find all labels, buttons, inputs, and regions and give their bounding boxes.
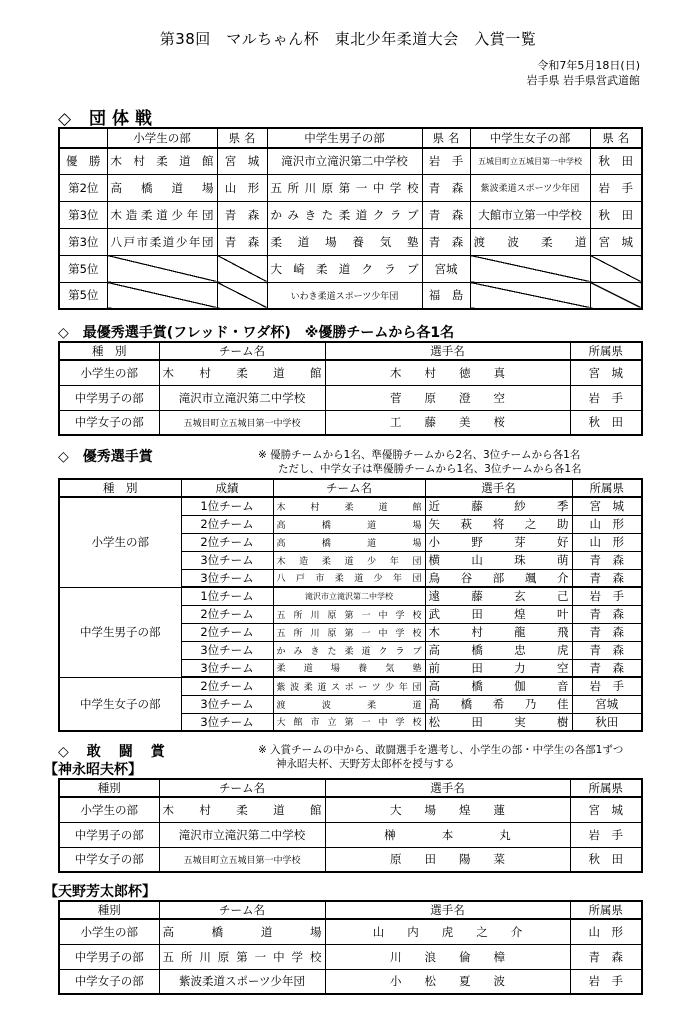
team-name: 高橋道場 — [273, 515, 425, 533]
team-name: 滝沢市立滝沢第二中学校 — [273, 587, 425, 605]
junior-boys-team: いわき柔道スポーツ少年団 — [267, 282, 422, 309]
grade: 2位チーム — [181, 623, 273, 641]
grade: 3位チーム — [181, 659, 273, 677]
excellent-row — [59, 497, 642, 515]
elementary-team: 高橋道場 — [107, 174, 217, 201]
prefecture: 青 森 — [572, 659, 642, 677]
rank: 第2位 — [59, 174, 107, 201]
player-name: 工 藤 美 桜 — [325, 410, 570, 435]
kaminaga-row — [59, 822, 642, 847]
col-category: 種 別 — [59, 479, 181, 497]
team-name: 大館市立第一中学校 — [273, 713, 425, 731]
team-col-junior-girls: 中学生女子の部 — [470, 128, 590, 148]
prefecture: 青 森 — [572, 569, 642, 587]
col-team: チーム名 — [159, 342, 325, 360]
kaminaga-row — [59, 847, 642, 872]
grade: 3位チーム — [181, 551, 273, 569]
team-name: 木村柔道館 — [159, 797, 325, 822]
prefecture: 秋田 — [572, 713, 642, 731]
rank: 第3位 — [59, 201, 107, 228]
team-name: 紫波柔道スポーツ少年団 — [159, 969, 325, 994]
grade: 2位チーム — [181, 515, 273, 533]
col-category: 種 別 — [59, 342, 159, 360]
player-name: 高 橋 忠 虎 — [425, 641, 572, 659]
excellent-note-2: ただし、中学女子は準優勝チームから1名、3位チームから各1名 — [278, 463, 582, 475]
amano-row — [59, 969, 642, 994]
prefecture: 秋 田 — [570, 847, 642, 872]
rank: 優 勝 — [59, 148, 107, 174]
fighting-note-1: ※ 入賞チームの中から、敢闘選手を選考し、小学生の部・中学生の各部1ずつ — [258, 744, 624, 756]
team-name: 五所川原第一中学校 — [159, 944, 325, 969]
excellent-note-1: ※ 優勝チームから1名、準優勝チームから2名、3位チームから各1名 — [258, 449, 581, 461]
elementary-team: 木造柔道少年団 — [107, 201, 217, 228]
junior-girls-team: 紫波柔道スポーツ少年団 — [470, 174, 590, 201]
mvp-heading: ◇ 最優秀選手賞(フレッド・ワダ杯) ※優勝チームから各1名 — [58, 325, 455, 341]
category: 中学生男子の部 — [59, 587, 181, 677]
grade: 3位チーム — [181, 641, 273, 659]
team-name: 木村柔道館 — [159, 360, 325, 385]
team-name: 高橋道場 — [273, 533, 425, 551]
team-name: 五所川原第一中学校 — [273, 605, 425, 623]
fighting-heading: ◇ 敢 闘 賞 — [58, 744, 167, 760]
elementary-team: 木村柔道館 — [107, 148, 217, 174]
player-name: 高 橋 伽 音 — [425, 677, 572, 695]
prefecture: 青 森 — [572, 605, 642, 623]
junior-girls-pref-empty — [590, 255, 642, 282]
junior-girls-pref: 宮 城 — [590, 228, 642, 255]
category: 中学女子の部 — [59, 847, 159, 872]
player-name: 前 田 力 空 — [425, 659, 572, 677]
player-name: 鳥 谷 部 颯 介 — [425, 569, 572, 587]
junior-girls-pref: 秋 田 — [590, 148, 642, 174]
amano-row — [59, 919, 642, 944]
col-category: 種別 — [59, 779, 159, 797]
junior-boys-team: 滝沢市立滝沢第二中学校 — [267, 148, 422, 174]
rank: 第5位 — [59, 282, 107, 309]
elementary-pref: 宮 城 — [217, 148, 267, 174]
category: 中学男子の部 — [59, 385, 159, 410]
col-pref: 所属県 — [570, 779, 642, 797]
team-col-junior-boys: 中学生男子の部 — [267, 128, 422, 148]
junior-boys-pref: 青 森 — [422, 174, 470, 201]
team-name: 渡波柔道 — [273, 695, 425, 713]
prefecture: 岩 手 — [572, 587, 642, 605]
grade: 3位チーム — [181, 695, 273, 713]
grade: 2位チーム — [181, 533, 273, 551]
player-name: 矢 萩 将 之 助 — [425, 515, 572, 533]
category: 小学生の部 — [59, 497, 181, 587]
player-name: 木 村 徳 真 — [325, 360, 570, 385]
mvp-row — [59, 360, 642, 385]
page-title: 第38回 マルちゃん杯 東北少年柔道大会 入賞一覧 — [159, 30, 537, 48]
player-name: 山 内 虎 之 介 — [325, 919, 570, 944]
grade: 2位チーム — [181, 605, 273, 623]
elementary-pref-empty — [217, 282, 267, 309]
col-pref: 所属県 — [572, 479, 642, 497]
player-name: 遠 藤 玄 己 — [425, 587, 572, 605]
junior-boys-team: 柔道場養気塾 — [267, 228, 422, 255]
junior-boys-pref: 宮城 — [422, 255, 470, 282]
elementary-pref: 青 森 — [217, 228, 267, 255]
col-player: 選手名 — [325, 901, 570, 919]
prefecture: 山 形 — [570, 919, 642, 944]
category: 小学生の部 — [59, 797, 159, 822]
mvp-row — [59, 410, 642, 435]
prefecture: 山 形 — [572, 533, 642, 551]
team-col-pref1: 県 名 — [217, 128, 267, 148]
col-team: チーム名 — [159, 901, 325, 919]
grade: 3位チーム — [181, 569, 273, 587]
team-name: 木村柔道館 — [273, 497, 425, 515]
team-corner-cell — [59, 128, 107, 148]
prefecture: 岩 手 — [570, 969, 642, 994]
grade: 3位チーム — [181, 713, 273, 731]
junior-girls-team: 大館市立第一中学校 — [470, 201, 590, 228]
team-name: 滝沢市立滝沢第二中学校 — [159, 822, 325, 847]
excellent-row — [59, 587, 642, 605]
category: 小学生の部 — [59, 919, 159, 944]
elementary-pref: 山 形 — [217, 174, 267, 201]
elementary-team-empty — [107, 282, 217, 309]
junior-boys-team: 五所川原第一中学校 — [267, 174, 422, 201]
team-header-row — [59, 128, 642, 148]
grade: 1位チーム — [181, 587, 273, 605]
excellent-heading: ◇ 優秀選手賞 — [58, 449, 153, 465]
mvp-row — [59, 385, 642, 410]
kaminaga-table — [58, 778, 643, 873]
prefecture: 青 森 — [572, 641, 642, 659]
prefecture: 岩 手 — [570, 822, 642, 847]
elementary-pref: 青 森 — [217, 201, 267, 228]
prefecture: 青 森 — [570, 944, 642, 969]
player-name: 川 浪 倫 樟 — [325, 944, 570, 969]
category: 中学生女子の部 — [59, 677, 181, 731]
col-category: 種別 — [59, 901, 159, 919]
player-name: 原 田 陽 菜 — [325, 847, 570, 872]
team-heading: ◇ 団体戦 — [58, 109, 158, 129]
prefecture: 宮 城 — [570, 360, 642, 385]
team-name: 五城目町立五城目第一中学校 — [159, 847, 325, 872]
junior-girls-pref: 岩 手 — [590, 174, 642, 201]
player-name: 近 藤 紗 季 — [425, 497, 572, 515]
team-name: 五所川原第一中学校 — [273, 623, 425, 641]
prefecture: 岩 手 — [572, 677, 642, 695]
junior-girls-pref-empty — [590, 282, 642, 309]
prefecture: 青 森 — [572, 551, 642, 569]
player-name: 横 山 珠 萌 — [425, 551, 572, 569]
team-row — [59, 282, 642, 309]
category: 中学女子の部 — [59, 410, 159, 435]
team-name: 柔道場養気塾 — [273, 659, 425, 677]
prefecture: 宮城 — [572, 695, 642, 713]
team-row — [59, 228, 642, 255]
event-date: 令和7年5月18日(日) — [537, 59, 640, 72]
prefecture: 秋 田 — [570, 410, 642, 435]
grade: 1位チーム — [181, 497, 273, 515]
team-name: 紫波柔道スポーツ少年団 — [273, 677, 425, 695]
junior-boys-pref: 福 島 — [422, 282, 470, 309]
player-name: 小 松 夏 波 — [325, 969, 570, 994]
elementary-team-empty — [107, 255, 217, 282]
kaminaga-row — [59, 797, 642, 822]
prefecture: 宮 城 — [572, 497, 642, 515]
junior-boys-team: かみきた柔道クラブ — [267, 201, 422, 228]
junior-boys-team: 大崎柔道クラブ — [267, 255, 422, 282]
excellent-row — [59, 677, 642, 695]
rank: 第5位 — [59, 255, 107, 282]
team-row — [59, 174, 642, 201]
junior-boys-pref: 青 森 — [422, 201, 470, 228]
team-row — [59, 201, 642, 228]
col-player: 選手名 — [325, 342, 570, 360]
kaminaga-heading: 【神永昭夫杯】 — [44, 762, 142, 778]
rank: 第3位 — [59, 228, 107, 255]
junior-girls-pref: 秋 田 — [590, 201, 642, 228]
category: 中学男子の部 — [59, 822, 159, 847]
player-name: 髙 橋 希 乃 佳 — [425, 695, 572, 713]
amano-heading: 【天野芳太郎杯】 — [44, 884, 156, 900]
team-row — [59, 148, 642, 174]
col-pref: 所属県 — [570, 901, 642, 919]
junior-boys-pref: 青 森 — [422, 228, 470, 255]
col-player: 選手名 — [425, 479, 572, 497]
team-name: 滝沢市立滝沢第二中学校 — [159, 385, 325, 410]
junior-girls-team: 五城目町立五城目第一中学校 — [470, 148, 590, 174]
prefecture: 岩 手 — [570, 385, 642, 410]
amano-row — [59, 944, 642, 969]
grade: 2位チーム — [181, 677, 273, 695]
elementary-pref-empty — [217, 255, 267, 282]
col-pref: 所属県 — [570, 342, 642, 360]
player-name: 木 村 龍 飛 — [425, 623, 572, 641]
team-row — [59, 255, 642, 282]
prefecture: 山 形 — [572, 515, 642, 533]
team-col-elementary: 小学生の部 — [107, 128, 217, 148]
event-venue: 岩手県 岩手県営武道館 — [526, 74, 640, 87]
excellent-table — [58, 478, 643, 732]
player-name: 小 野 芽 好 — [425, 533, 572, 551]
kaminaga-header-row — [59, 779, 642, 797]
category: 小学生の部 — [59, 360, 159, 385]
player-name: 菅 原 澄 空 — [325, 385, 570, 410]
junior-girls-team: 渡波柔道 — [470, 228, 590, 255]
team-name: 八戸市柔道少年団 — [273, 569, 425, 587]
team-name: かみきた柔道クラブ — [273, 641, 425, 659]
amano-table — [58, 900, 643, 995]
amano-header-row — [59, 901, 642, 919]
col-player: 選手名 — [325, 779, 570, 797]
category: 中学女子の部 — [59, 969, 159, 994]
player-name: 武 田 煌 叶 — [425, 605, 572, 623]
team-table — [58, 127, 643, 310]
fighting-note-2: 神永昭夫杯、天野芳太郎杯を授与する — [276, 758, 455, 770]
excellent-header-row — [59, 479, 642, 497]
mvp-table — [58, 341, 643, 436]
junior-boys-pref: 岩 手 — [422, 148, 470, 174]
team-col-pref2: 県 名 — [422, 128, 470, 148]
team-col-pref3: 県 名 — [590, 128, 642, 148]
category: 中学男子の部 — [59, 944, 159, 969]
player-name: 大 場 煌 蓮 — [325, 797, 570, 822]
team-name: 高橋道場 — [159, 919, 325, 944]
team-name: 五城目町立五城目第一中学校 — [159, 410, 325, 435]
player-name: 松 田 実 樹 — [425, 713, 572, 731]
col-team: チーム名 — [273, 479, 425, 497]
prefecture: 青 森 — [572, 623, 642, 641]
team-name: 木造柔道少年団 — [273, 551, 425, 569]
col-team: チーム名 — [159, 779, 325, 797]
mvp-header-row — [59, 342, 642, 360]
elementary-team: 八戸市柔道少年団 — [107, 228, 217, 255]
prefecture: 宮 城 — [570, 797, 642, 822]
junior-girls-team-empty — [470, 255, 590, 282]
player-name: 榊 本 丸 — [325, 822, 570, 847]
col-grade: 成績 — [181, 479, 273, 497]
junior-girls-team-empty — [470, 282, 590, 309]
